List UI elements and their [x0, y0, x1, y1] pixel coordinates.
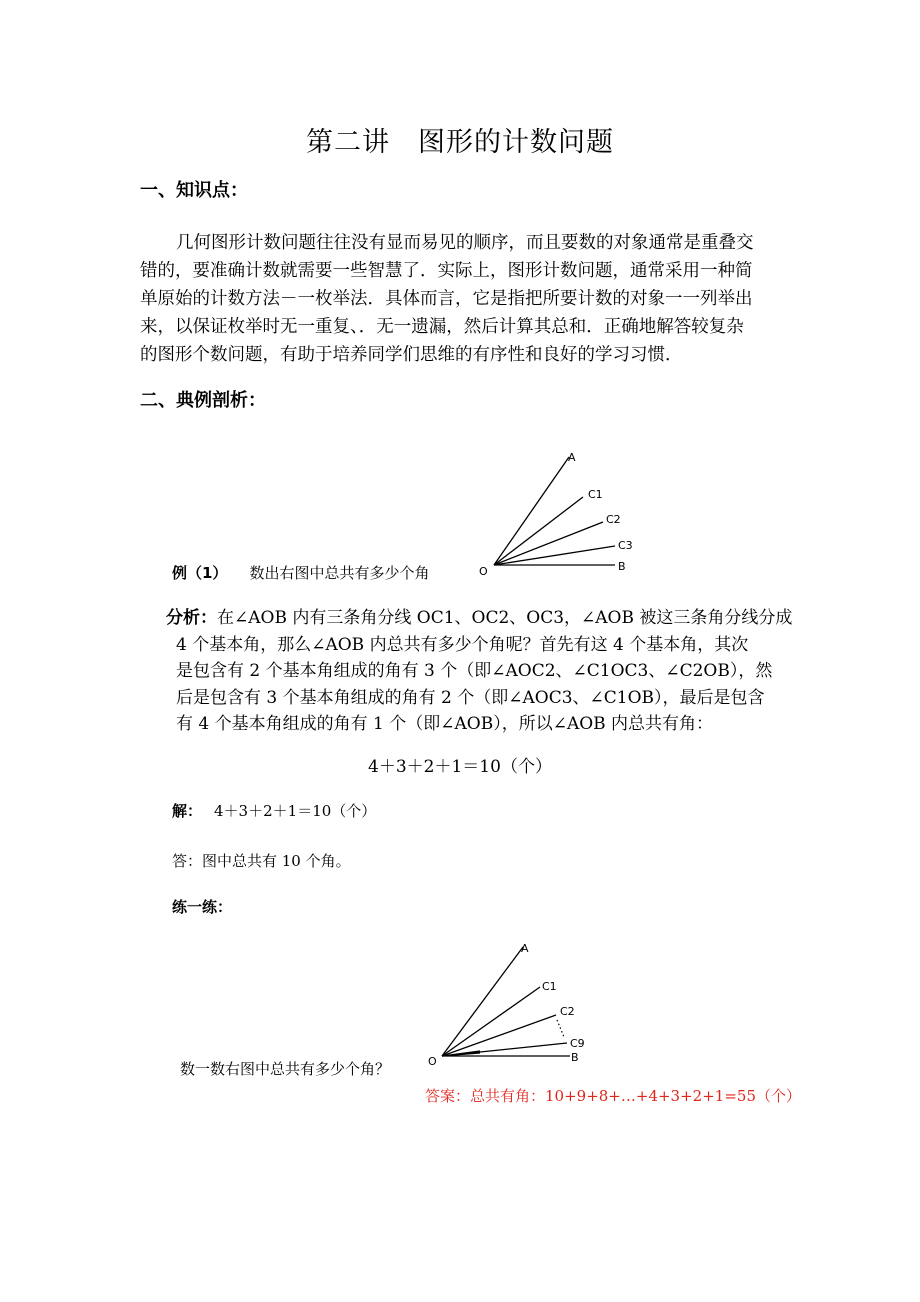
- example-question-text: 数出右图中总共有多少个角: [249, 564, 430, 582]
- intro-line: 几何图形计数问题往往没有显而易见的顺序，而且要数的对象通常是重叠交: [176, 233, 754, 253]
- ellipsis-dots: [557, 1020, 564, 1037]
- intro-paragraph: [140, 229, 782, 369]
- analysis-label: 分析：: [166, 608, 217, 628]
- analysis-paragraph: [166, 605, 793, 738]
- practice-heading: 练一练：: [172, 898, 233, 916]
- label-a: A: [521, 942, 529, 955]
- example-1-question: [172, 562, 429, 583]
- solution-text: 4＋3＋2＋1＝10（个）: [214, 802, 377, 820]
- label-b: B: [571, 1051, 579, 1064]
- answer-text: 答：图中总共有 10 个角。: [172, 852, 351, 870]
- ray-oc1: [442, 987, 540, 1056]
- angle-figure-1: [470, 445, 650, 580]
- example-label: 例（1）: [172, 564, 228, 582]
- label-o: O: [479, 565, 488, 578]
- section-heading-examples: 二、典例剖析：: [140, 390, 266, 411]
- label-o: O: [428, 1055, 437, 1068]
- analysis-first-line: [166, 605, 793, 632]
- intro-line: 的图形个数问题，有助于培养同学们思维的有序性和良好的学习习惯．: [140, 345, 683, 365]
- label-c3: C3: [618, 539, 633, 552]
- ray-oc2: [494, 522, 603, 565]
- angle-figure-2: [420, 935, 605, 1070]
- label-c1: C1: [542, 980, 557, 993]
- label-c2: C2: [560, 1005, 575, 1018]
- label-c2: C2: [606, 513, 621, 526]
- analysis-line: 是包含有 2 个基本角组成的角有 3 个（即∠AOC2、∠C1OC3、∠C2OB），然: [176, 661, 773, 681]
- solution-label: 解：: [172, 802, 203, 820]
- section-heading-knowledge: 一、知识点：: [140, 180, 248, 201]
- analysis-line: 后是包含有 3 个基本角组成的角有 2 个（即∠AOC3、∠C1OB），最后是包含: [176, 687, 765, 708]
- practice-answer: 答案：总共有角：10+9+8+…+4+3+2+1=55（个）: [425, 1087, 801, 1105]
- analysis-text: 在∠AOB 内有三条角分线 OC1、OC2、OC3，∠AOB 被这三条角分线分成: [217, 608, 793, 628]
- label-c9: C9: [570, 1037, 585, 1050]
- label-b: B: [618, 560, 626, 573]
- label-a: A: [568, 451, 576, 464]
- page-title: 第二讲 图形的计数问题: [306, 127, 614, 158]
- analysis-line: 有 4 个基本角组成的角有 1 个（即∠AOB），所以∠AOB 内总共有角：: [176, 714, 714, 734]
- ray-oc1: [494, 497, 583, 565]
- ray-oa: [494, 457, 569, 565]
- ray-oc3: [494, 546, 615, 565]
- intro-line: 单原始的计数方法－一枚举法．具体而言，它是指把所要计数的对象一一列举出: [140, 289, 753, 309]
- practice-question: 数一数右图中总共有多少个角？: [180, 1060, 391, 1078]
- analysis-formula: 4＋3＋2＋1＝10（个）: [368, 757, 552, 777]
- intro-line: 来，以保证枚举时无一重复、．无一遗漏，然后计算其总和．正确地解答较复杂: [140, 317, 744, 337]
- solution: [172, 800, 376, 821]
- intro-line: 错的，要准确计数就需要一些智慧了．实际上，图形计数问题，通常采用一种简: [140, 261, 753, 281]
- analysis-line: 4 个基本角，那么∠AOB 内总共有多少个角呢？首先有这 4 个基本角，其次: [176, 634, 749, 655]
- label-c1: C1: [588, 488, 603, 501]
- ray-oa: [442, 947, 523, 1056]
